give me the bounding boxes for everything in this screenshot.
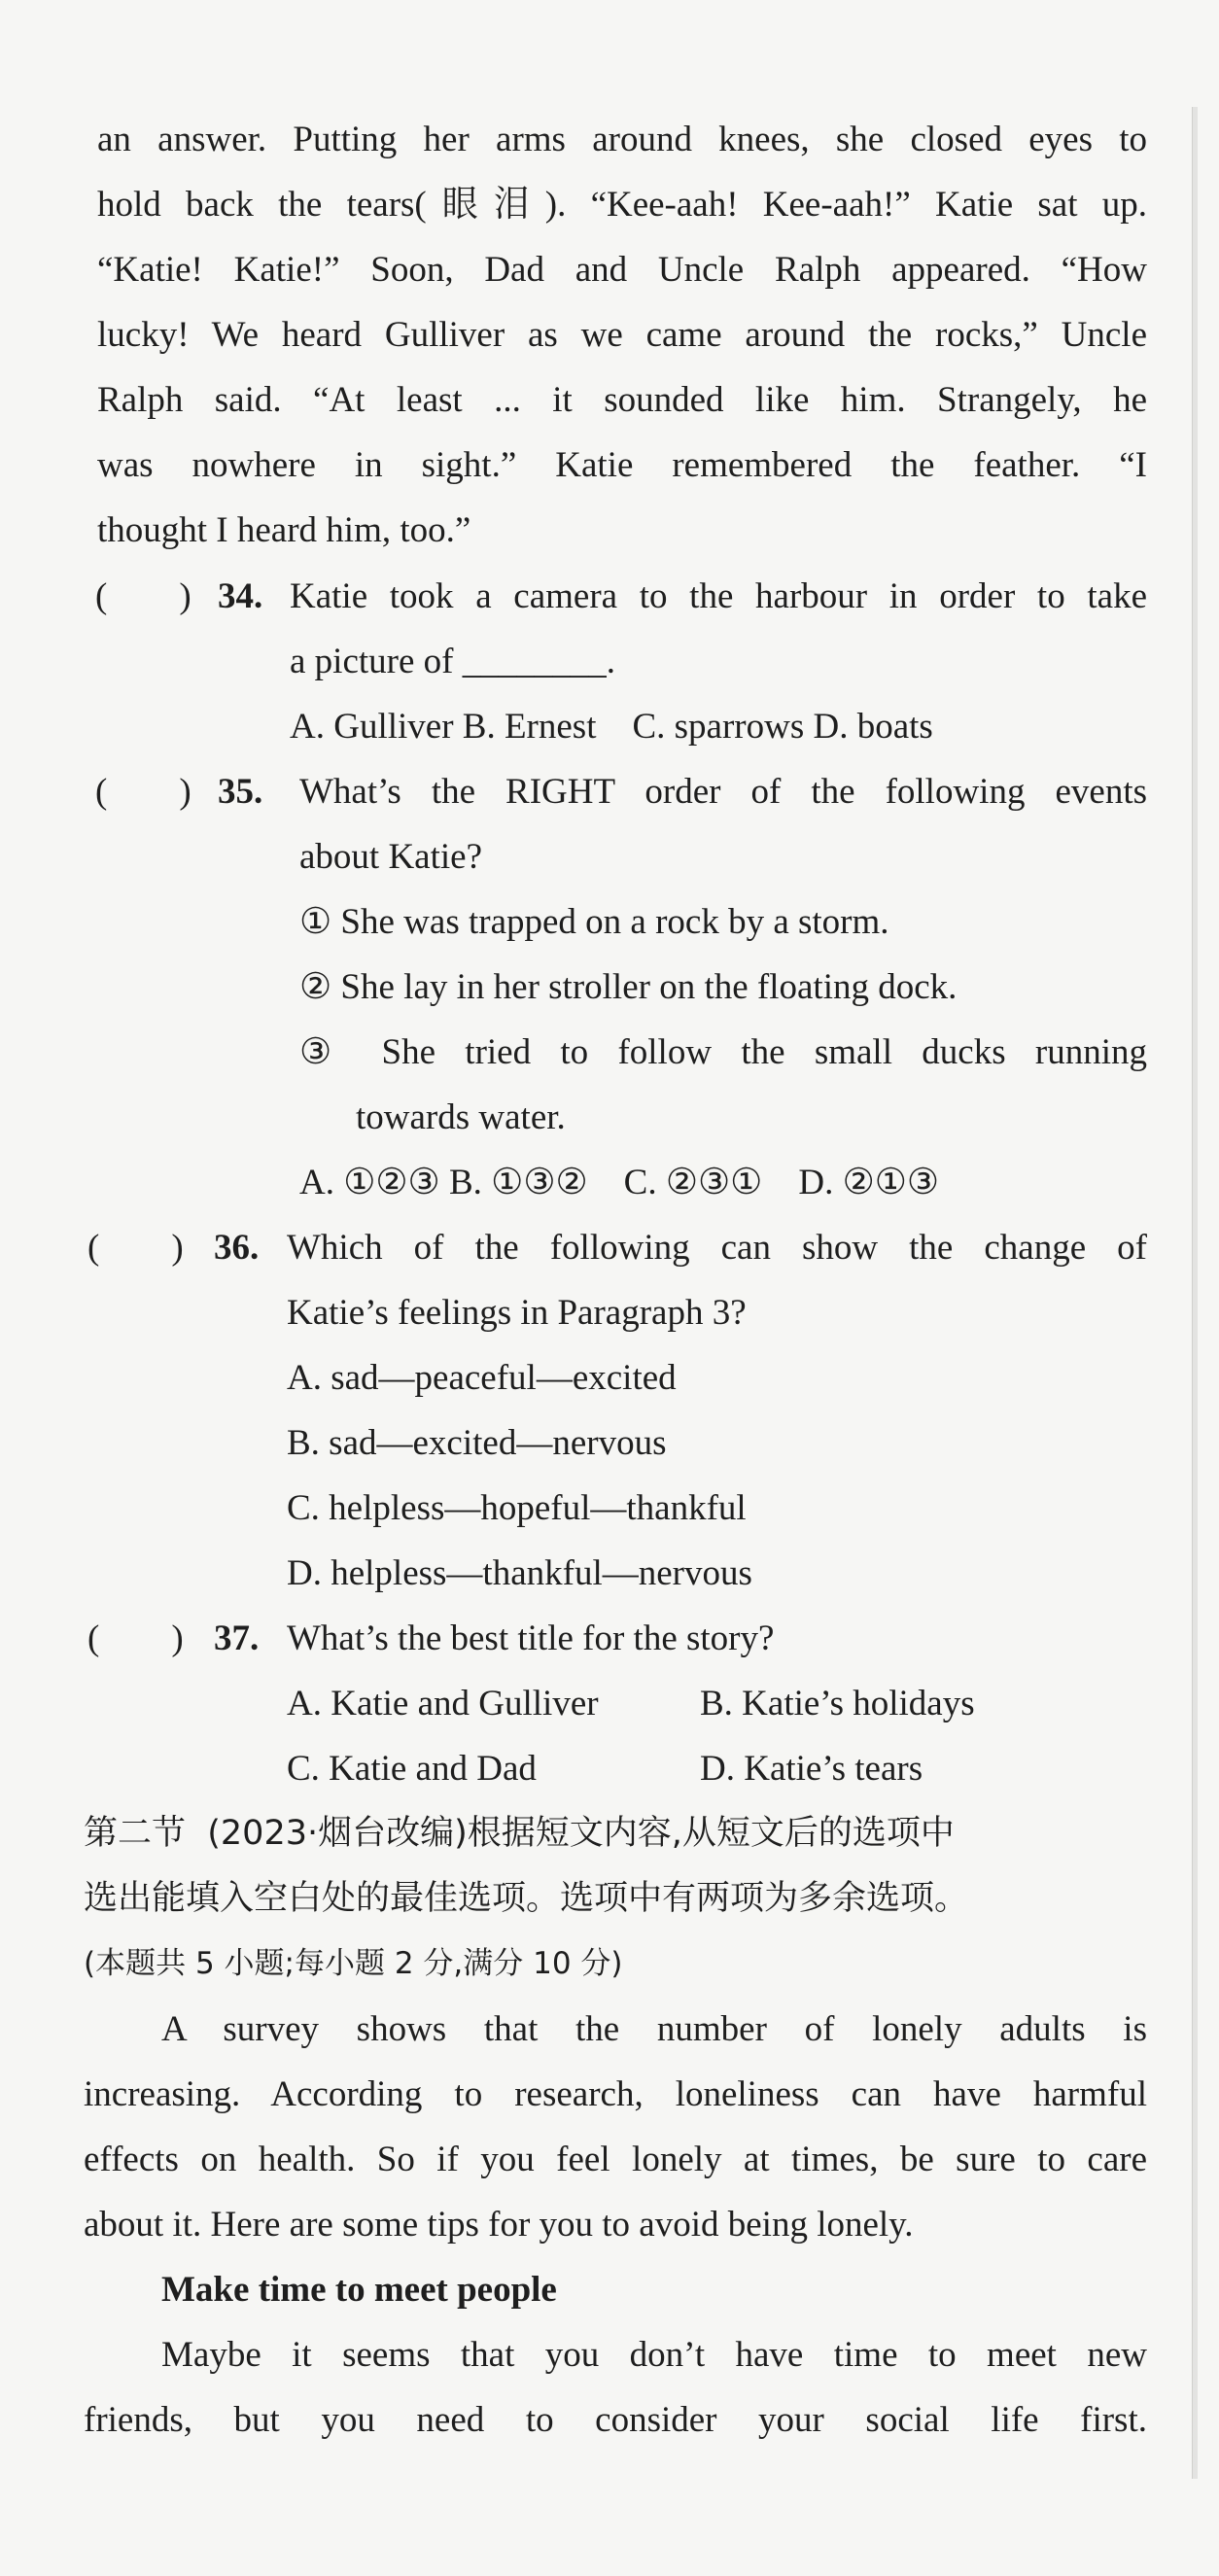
- answer-option: A. Katie and Gulliver: [287, 1684, 599, 1723]
- passage-line: effects on health. So if you feel lonely at times, be sure to care: [84, 2140, 1147, 2179]
- passage-line: about it. Here are some tips for you to avoid being lonely.: [84, 2205, 914, 2245]
- question-stem: Katie’s feelings in Paragraph 3?: [287, 1293, 747, 1333]
- answer-option: C. helpless—hopeful—thankful: [287, 1488, 747, 1528]
- answer-option: C. Katie and Dad: [287, 1749, 537, 1789]
- answer-blank[interactable]: ( ): [87, 1228, 184, 1268]
- passage-line: thought I heard him, too.”: [97, 510, 471, 550]
- question-stem: Katie took a camera to the harbour in order to take: [290, 576, 1147, 616]
- question-stem: What’s the best title for the story?: [287, 1619, 775, 1658]
- passage-line: friends, but you need to consider your social life first.: [84, 2400, 1147, 2440]
- page-binding-edge: [1192, 107, 1198, 2479]
- question-number: 36.: [214, 1228, 260, 1268]
- subheading: Make time to meet people: [161, 2270, 557, 2310]
- passage-line: “Katie! Katie!” Soon, Dad and Uncle Ralph appeared. “How: [97, 250, 1147, 290]
- question-stem: What’s the RIGHT order of the following events: [299, 772, 1147, 812]
- answer-option: A. sad—peaceful—excited: [287, 1358, 677, 1398]
- event-item: ③ She tried to follow the small ducks running: [299, 1032, 1147, 1072]
- event-item: ① She was trapped on a rock by a storm.: [299, 902, 889, 942]
- answer-option: D. helpless—thankful—nervous: [287, 1553, 752, 1593]
- event-item-continued: towards water.: [356, 1097, 566, 1137]
- question-stem: Which of the following can show the change of: [287, 1228, 1147, 1268]
- question-stem: a picture of ________.: [290, 642, 615, 681]
- question-number: 37.: [214, 1619, 260, 1658]
- event-item: ② She lay in her stroller on the floating dock.: [299, 967, 958, 1007]
- answer-options: A. Gulliver B. Ernest C. sparrows D. boats: [290, 707, 933, 747]
- section-scoring: (本题共 5 小题;每小题 2 分,满分 10 分): [84, 1946, 623, 1981]
- question-stem: about Katie?: [299, 837, 482, 877]
- passage-line: increasing. According to research, loneliness can have harmful: [84, 2074, 1147, 2114]
- answer-option: B. Katie’s holidays: [700, 1684, 975, 1723]
- passage-line: hold back the tears(眼泪). “Kee-aah! Kee-aah!” Katie sat up.: [97, 185, 1147, 225]
- question-number: 34.: [218, 576, 263, 616]
- answer-blank[interactable]: ( ): [95, 772, 192, 812]
- section-instruction: 第二节 (2023·烟台改编)根据短文内容,从短文后的选项中: [84, 1814, 955, 1853]
- passage-line: lucky! We heard Gulliver as we came around the rocks,” Uncle: [97, 315, 1147, 355]
- passage-line: an answer. Putting her arms around knees, she closed eyes to: [97, 120, 1147, 159]
- answer-option: D. Katie’s tears: [700, 1749, 923, 1789]
- answer-options: A. ①②③ B. ①③② C. ②③① D. ②①③: [299, 1163, 940, 1202]
- question-number: 35.: [218, 772, 263, 812]
- passage-line: Ralph said. “At least ... it sounded like him. Strangely, he: [97, 380, 1147, 420]
- passage-line: was nowhere in sight.” Katie remembered the feather. “I: [97, 445, 1147, 485]
- answer-blank[interactable]: ( ): [87, 1619, 184, 1658]
- answer-blank[interactable]: ( ): [95, 576, 192, 616]
- passage-line: A survey shows that the number of lonely adults is: [161, 2009, 1147, 2049]
- passage-line: Maybe it seems that you don’t have time to meet new: [161, 2335, 1147, 2375]
- answer-option: B. sad—excited—nervous: [287, 1423, 667, 1463]
- section-instruction: 选出能填入空白处的最佳选项。选项中有两项为多余选项。: [84, 1879, 969, 1918]
